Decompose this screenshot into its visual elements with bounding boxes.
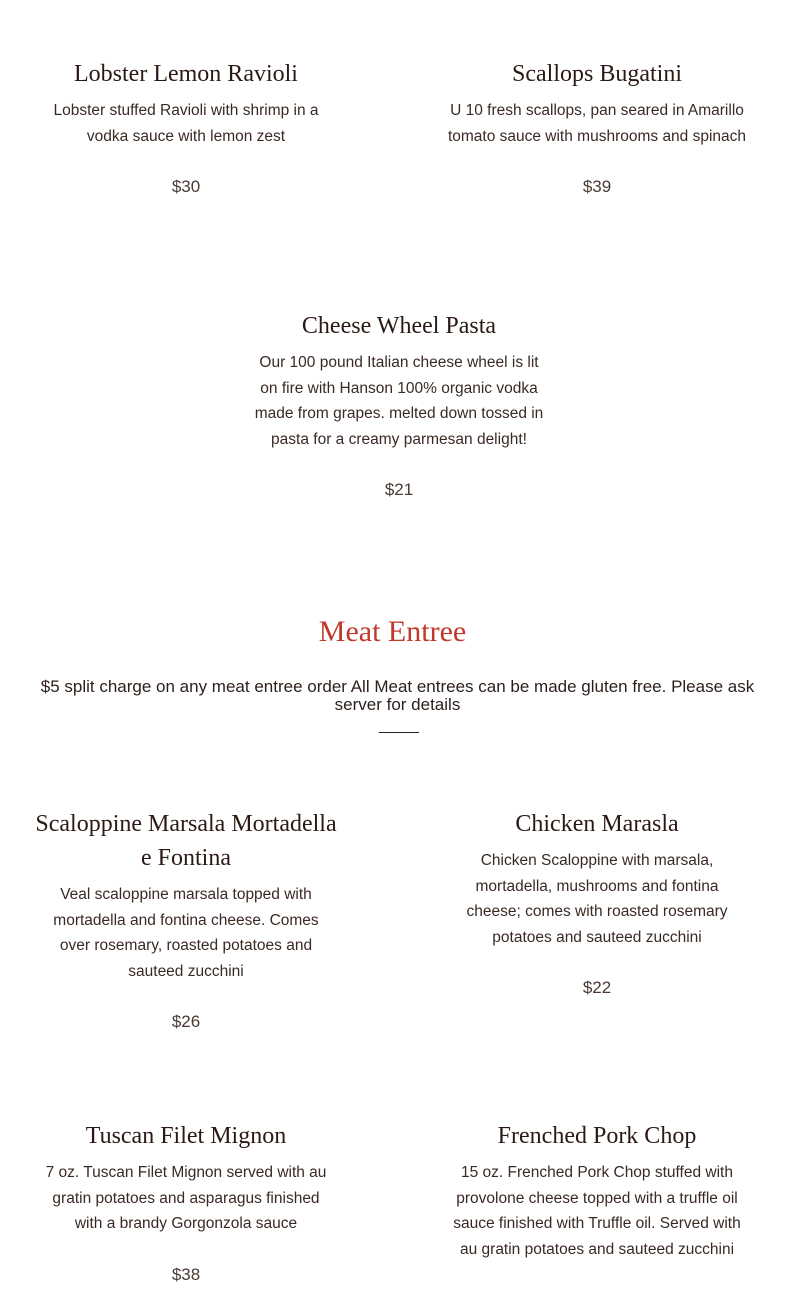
menu-item-title: Chicken Marasla bbox=[515, 811, 679, 837]
menu-item-description: 15 oz. Frenched Pork Chop stuffed with provolone cheese topped with a truffle oil sauce finished with Truffle oil. Served with au gratin potatoes and sauteed zucchini bbox=[453, 1164, 741, 1258]
section-title-meat-entree: Meat Entree bbox=[318, 615, 467, 648]
menu-item-tuscan-filet-mignon bbox=[40, 1119, 332, 1286]
menu-item-price: $22 bbox=[582, 978, 612, 998]
section-divider bbox=[379, 732, 419, 733]
section-note: $5 split charge on any meat entree order All Meat entrees can be made gluten free. Please ask server for details bbox=[40, 677, 755, 714]
menu-item-title: Scaloppine Marsala Mortadella e Fontina bbox=[35, 811, 337, 871]
menu-item-price: $30 bbox=[171, 177, 201, 197]
menu-item-description: U 10 fresh scallops, pan seared in Amarillo tomato sauce with mushrooms and spinach bbox=[447, 102, 747, 145]
menu-item-description: Our 100 pound Italian cheese wheel is lit on fire with Hanson 100% organic vodka made from grapes. melted down tossed in pasta for a creamy parmesan delight! bbox=[254, 354, 544, 448]
menu-item-title: Lobster Lemon Ravioli bbox=[74, 61, 298, 87]
menu-item-scallops-bugatini bbox=[444, 57, 750, 198]
menu-item-title: Scallops Bugatini bbox=[512, 61, 682, 87]
menu-item-chicken-marasla bbox=[458, 807, 736, 999]
menu-item-description: Chicken Scaloppine with marsala, mortadella, mushrooms and fontina cheese; comes with roasted rosemary potatoes and sauteed zucchini bbox=[466, 852, 728, 946]
menu-item-title: Tuscan Filet Mignon bbox=[85, 1123, 287, 1149]
menu-item-title: Frenched Pork Chop bbox=[497, 1123, 697, 1149]
menu-item-scaloppine-marsala bbox=[30, 807, 342, 1033]
menu-item-title: Cheese Wheel Pasta bbox=[301, 313, 497, 339]
menu-item-price: $26 bbox=[171, 1012, 201, 1032]
menu-item-description: Lobster stuffed Ravioli with shrimp in a vodka sauce with lemon zest bbox=[53, 102, 319, 145]
menu-item-cheese-wheel-pasta bbox=[252, 309, 546, 501]
menu-item-price: $39 bbox=[582, 177, 612, 197]
menu-item-description: 7 oz. Tuscan Filet Mignon served with au gratin potatoes and asparagus finished with a brandy Gorgonzola sauce bbox=[45, 1164, 327, 1233]
menu-item-price: $38 bbox=[171, 1264, 201, 1284]
menu-item-description: Veal scaloppine marsala topped with mortadella and fontina cheese. Comes over rosemary, roasted potatoes and sauteed zucchini bbox=[53, 886, 319, 980]
menu-item-lobster-lemon-ravioli bbox=[42, 57, 330, 198]
menu-item-price: $21 bbox=[384, 480, 414, 500]
menu-item-frenched-pork-chop bbox=[444, 1119, 750, 1289]
